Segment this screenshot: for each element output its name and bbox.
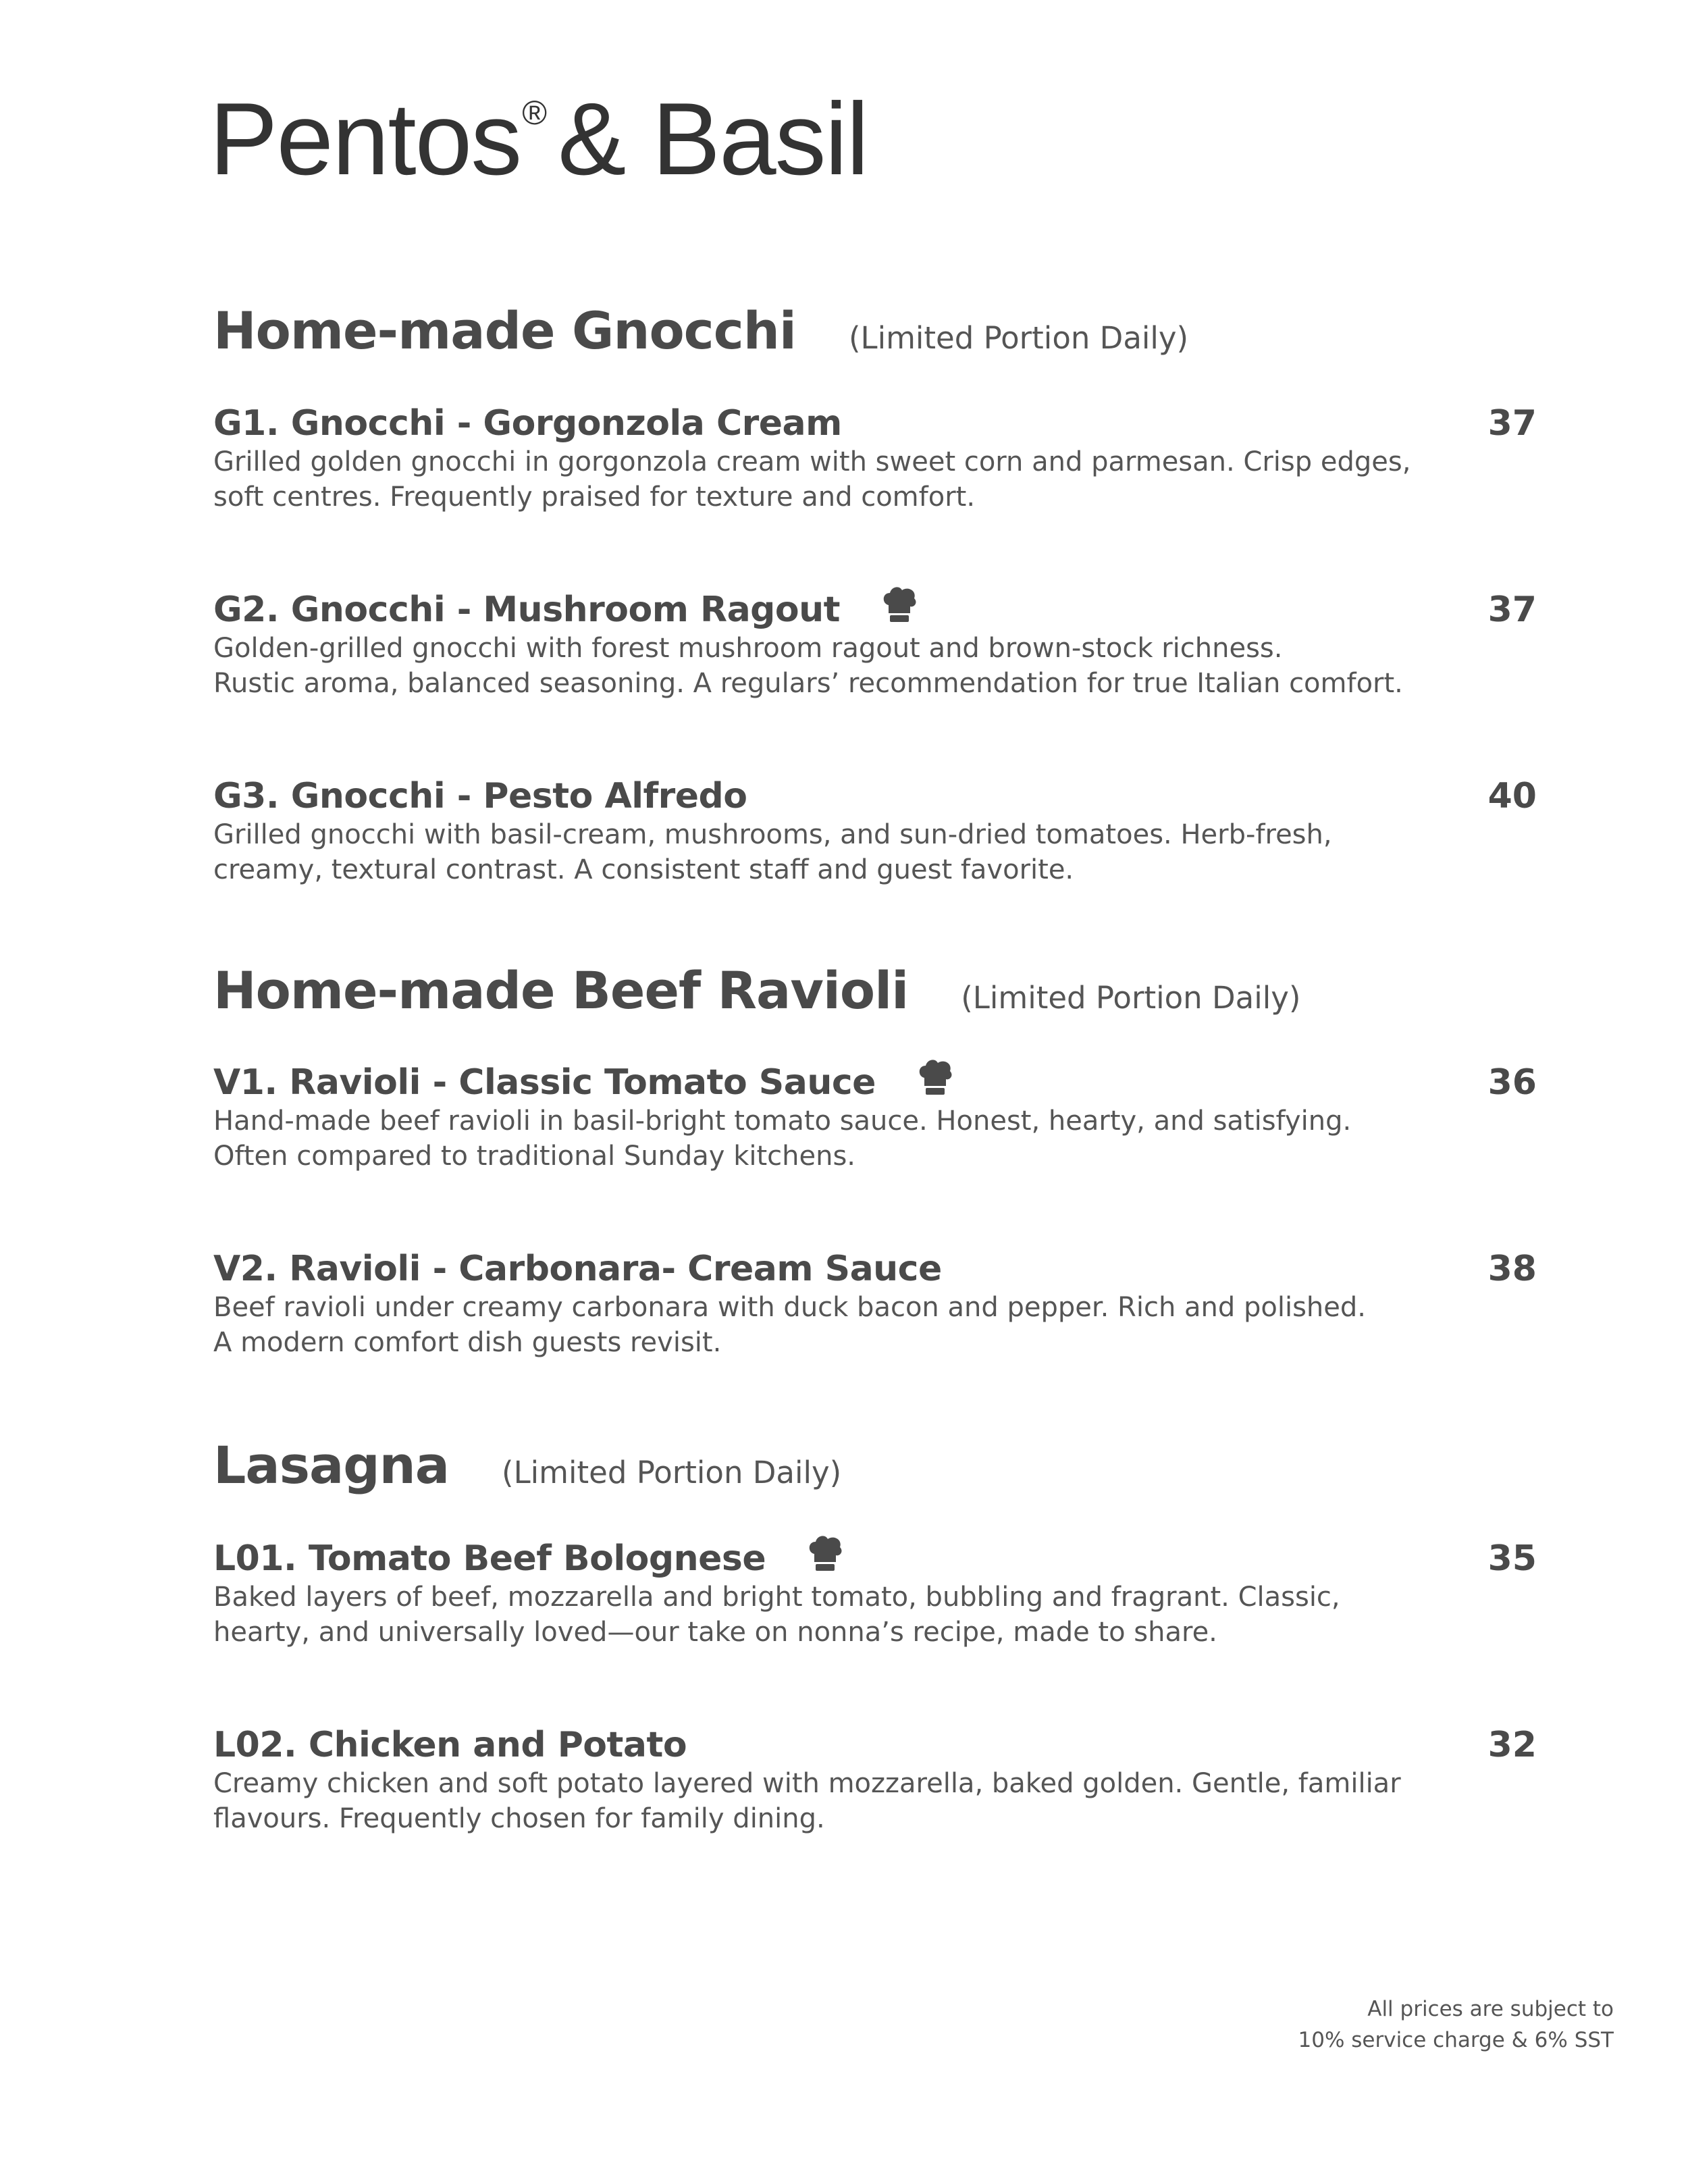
section-header-gnocchi [213, 301, 1188, 361]
description-line: Baked layers of beef, mozzarella and bright tomato, bubbling and fragrant. Classic, [213, 1582, 1340, 1613]
description-line: Grilled gnocchi with basil-cream, mushrooms, and sun-dried tomatoes. Herb-fresh, [213, 819, 1332, 850]
chef-hat-icon [916, 1058, 954, 1097]
section-title: Home-made Beef Ravioli [213, 960, 909, 1020]
item-name: G1. Gnocchi - Gorgonzola Cream [213, 403, 842, 444]
item-name: V1. Ravioli - Classic Tomato Sauce [213, 1062, 876, 1103]
registered-mark: ® [522, 94, 546, 132]
description-line: Beef ravioli under creamy carbonara with duck bacon and pepper. Rich and polished. [213, 1292, 1366, 1323]
section-title: Lasagna [213, 1435, 450, 1495]
description-line: flavours. Frequently chosen for family dining. [213, 1803, 825, 1834]
description-line: Hand-made beef ravioli in basil-bright tomato sauce. Honest, hearty, and satisfying. [213, 1106, 1352, 1137]
disclaimer-line: All prices are subject to [1367, 1997, 1614, 2021]
item-price: 38 [1487, 1249, 1537, 1289]
brand-name-part1: Pentos [209, 82, 521, 197]
description-line: creamy, textural contrast. A consistent staff and guest favorite. [213, 854, 1074, 885]
description-line: soft centres. Frequently praised for texture and comfort. [213, 482, 976, 513]
description-line: Creamy chicken and soft potato layered with mozzarella, baked golden. Gentle, familiar [213, 1768, 1401, 1799]
item-price: 36 [1487, 1062, 1537, 1103]
description-line: Golden-grilled gnocchi with forest mushroom ragout and brown-stock richness. [213, 633, 1283, 664]
description-line: hearty, and universally loved—our take on nonna’s recipe, made to share. [213, 1617, 1217, 1648]
item-price: 32 [1487, 1725, 1537, 1765]
item-description [213, 1103, 1537, 1174]
menu-item-g2 [213, 585, 1537, 701]
item-price: 35 [1487, 1538, 1537, 1579]
item-price: 37 [1487, 590, 1537, 630]
menu-item-v1 [213, 1058, 1537, 1174]
price-disclaimer [1298, 1994, 1614, 2056]
brand-logo [209, 82, 868, 197]
item-name: G3. Gnocchi - Pesto Alfredo [213, 776, 747, 816]
chef-hat-icon [880, 585, 918, 624]
item-description [213, 444, 1537, 515]
description-line: A modern comfort dish guests revisit. [213, 1327, 722, 1358]
section-note: (Limited Portion Daily) [961, 980, 1301, 1016]
description-line: Often compared to traditional Sunday kitchens. [213, 1141, 856, 1172]
chef-hat-icon [806, 1534, 844, 1573]
disclaimer-line: 10% service charge & 6% SST [1298, 2028, 1614, 2052]
brand-name-part2: & Basil [558, 82, 868, 197]
section-header-lasagna [213, 1435, 841, 1495]
item-price: 40 [1487, 776, 1537, 816]
menu-item-l02 [213, 1720, 1537, 1836]
section-header-ravioli [213, 960, 1300, 1020]
section-note: (Limited Portion Daily) [848, 320, 1189, 356]
section-note: (Limited Portion Daily) [502, 1455, 842, 1490]
item-description [213, 1290, 1537, 1360]
section-title: Home-made Gnocchi [213, 301, 796, 361]
item-price: 37 [1487, 403, 1537, 444]
menu-item-l01 [213, 1534, 1537, 1650]
item-description [213, 631, 1537, 701]
item-name: L02. Chicken and Potato [213, 1725, 687, 1765]
item-description [213, 817, 1537, 887]
item-name: L01. Tomato Beef Bolognese [213, 1538, 766, 1579]
description-line: Grilled golden gnocchi in gorgonzola cream with sweet corn and parmesan. Crisp edges, [213, 446, 1411, 477]
item-description [213, 1580, 1537, 1650]
menu-item-g1 [213, 398, 1537, 515]
menu-item-v2 [213, 1244, 1537, 1360]
item-description [213, 1766, 1537, 1836]
item-name: V2. Ravioli - Carbonara- Cream Sauce [213, 1249, 942, 1289]
item-name: G2. Gnocchi - Mushroom Ragout [213, 590, 840, 630]
menu-item-g3 [213, 771, 1537, 887]
description-line: Rustic aroma, balanced seasoning. A regulars’ recommendation for true Italian comfort. [213, 668, 1403, 699]
